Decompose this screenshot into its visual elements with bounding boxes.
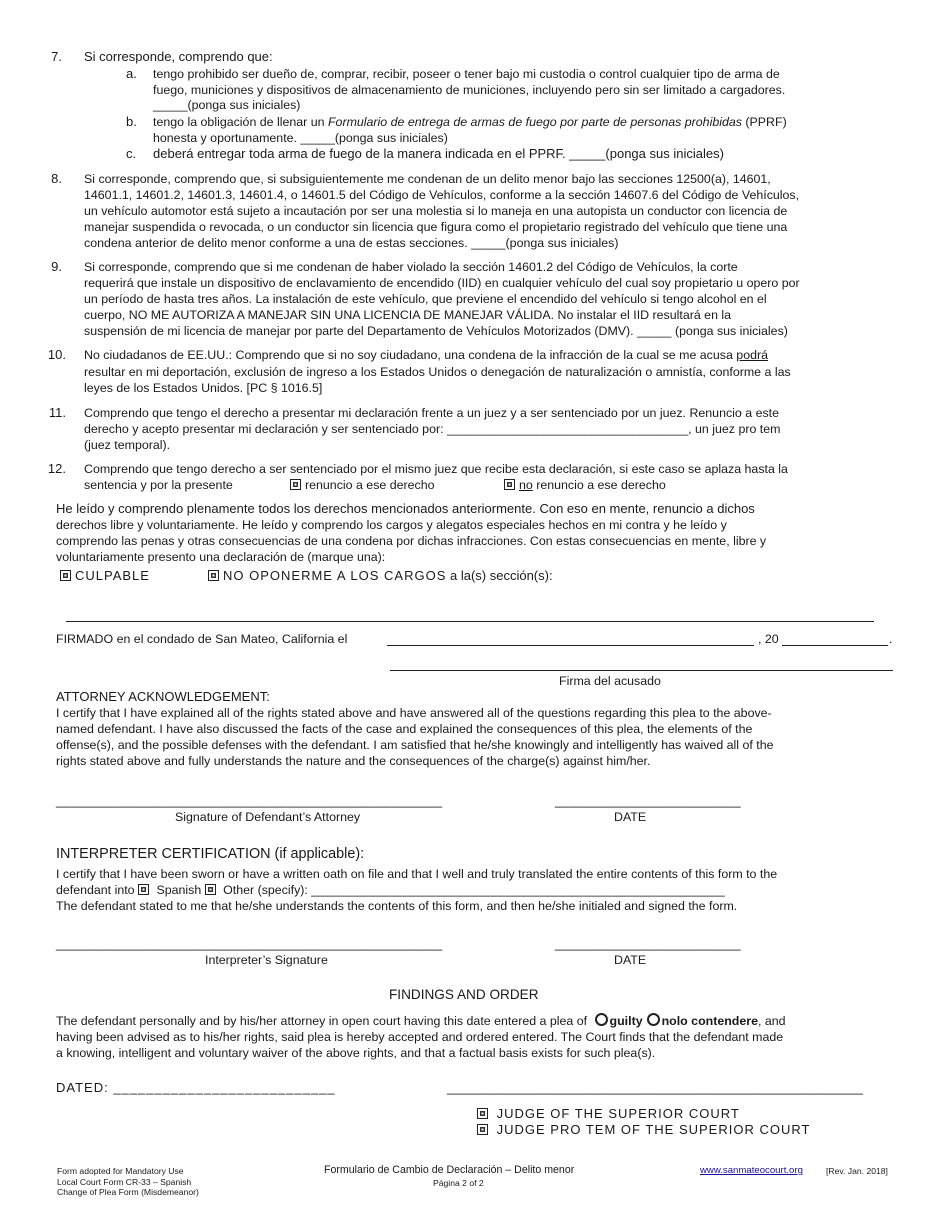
interpreter-line2: defendant into Spanish Other (specify): ____________________________________________________________ [56,883,725,897]
item-7b-letter: b. [126,114,137,129]
judge-pro-tem-option[interactable]: JUDGE PRO TEM OF THE SUPERIOR COURT [477,1122,810,1138]
footer-form-number: Local Court Form CR-33 – Spanish [57,1176,192,1187]
interpreter-line3: The defendant stated to me that he/she understands the contents of this form, and then he/she initialed and signed the form. [56,899,738,913]
attorney-line1: I certify that I have explained all of the rights stated above and have answered all of the questions regarding this plea to the above- [56,706,772,720]
no-contest-checkbox[interactable] [208,570,219,581]
item-9-line5[interactable]: suspensión de mi licencia de manejar por parte del Departamento de Vehículos Motorizados (DMV). _____ (ponga sus iniciales) [84,324,788,338]
findings-line3: a knowing, intelligent and voluntary waiver of the above rights, and that a factual basis exists for such plea(s). [56,1046,656,1060]
item-12-number: 12. [47,461,66,476]
guilty-checkbox[interactable] [60,570,71,581]
attorney-heading: ATTORNEY ACKNOWLEDGEMENT: [56,689,270,704]
sections-entry-line[interactable] [66,621,874,622]
item-8-line4: manejar suspendida o revocada, o un conductor sin licencia que figura como el propietario registrado del vehículo que tiene una [84,220,788,234]
item-7c-line[interactable]: deberá entregar toda arma de fuego de la manera indicada en el PPRF. _____(ponga sus iniciales) [153,146,724,161]
item-7a-line1: tengo prohibido ser dueño de, comprar, recibir, poseer o tener bajo mi custodia o control cualquier tipo de arma de [153,67,780,81]
item-9-number: 9. [51,259,62,274]
item-11-line2[interactable]: derecho y acepto presentar mi declaración y ser sentenciado por: ___________________________________, un juez pro tem [84,422,781,436]
findings-heading: FINDINGS AND ORDER [389,987,539,1002]
item-8-line2: 14601.1, 14601.2, 14601.3, 14601.4, o 14601.5 del Código de Vehículos, conforme a la sección 14607.6 del Código de Vehículos, [84,188,800,202]
item-10-number: 10. [47,347,66,362]
signed-date-line[interactable] [387,645,754,646]
item-9-line1: Si corresponde, comprendo que si me condenan de haber violado la sección 14601.2 del Código de Vehículos, la corte [84,260,738,274]
judge-signature-line[interactable]: ________________________________________________________ [447,1080,864,1095]
signed-period: . [889,632,893,646]
footer-url-link[interactable]: www.sanmateocourt.org [700,1165,803,1176]
item-7-intro: Si corresponde, comprendo que: [84,49,273,64]
footer-title: Formulario de Cambio de Declaración – Delito menor [324,1164,575,1176]
item-10-line1: No ciudadanos de EE.UU.: Comprendo que si no soy ciudadano, una condena de la infracción de la cual se me acusa podrá [84,348,768,362]
attorney-date-caption: DATE [614,810,647,824]
item-9-line2: requerirá que instale un dispositivo de enclavamiento de encendido (IID) en cualquier vehículo del cual soy propietario u opero por [84,276,800,290]
item-7b-line2[interactable]: honesta y oportunamente. _____(ponga sus iniciales) [153,131,448,145]
not-waive-right-checkbox-option[interactable]: no renuncio a ese derecho [504,477,666,493]
defendant-signature-line[interactable] [390,670,893,671]
interpreter-date-caption: DATE [614,953,647,967]
attorney-date-line[interactable]: _________________________ [555,793,741,808]
footer-revision: [Rev. Jan. 2018] [826,1166,888,1176]
item-7a-initials[interactable]: _____(ponga sus iniciales) [153,98,301,112]
item-10-line3: leyes de los Estados Unidos. [PC § 1016.5] [84,381,323,395]
dated-field[interactable]: DATED: ___________________________ [56,1080,336,1095]
judge-pro-tem-checkbox[interactable] [477,1124,488,1135]
item-7c-letter: c. [126,146,137,161]
interpreter-heading: INTERPRETER CERTIFICATION (if applicable): [56,846,365,862]
interpreter-signature-line[interactable]: ____________________________________________________ [56,936,443,951]
declaration-line3: comprendo las penas y otras consecuencias de una condena por dichas infracciones. Con estas consecuencias en mente, libre y [56,534,767,548]
signed-year-line[interactable] [782,645,888,646]
judge-superior-option[interactable]: JUDGE OF THE SUPERIOR COURT [477,1106,740,1122]
item-12-line1: Comprendo que tengo derecho a ser sentenciado por el mismo juez que recibe esta declaración, si este caso se aplaza hasta la [84,462,788,476]
item-8-line5[interactable]: condena anterior de delito menor conforme a una de estas secciones. _____(ponga sus iniciales) [84,236,619,250]
guilty-plea-option[interactable]: CULPABLE [60,568,150,584]
footer-form-name: Change of Plea Form (Misdemeanor) [57,1187,199,1197]
item-7-number: 7. [51,49,62,64]
interpreter-signature-caption: Interpreter’s Signature [205,953,328,967]
item-7b-line1: tengo la obligación de llenar un Formulario de entrega de armas de fuego por parte de personas prohibidas (PPRF) [153,115,787,129]
item-11-line3: (juez temporal). [84,438,171,452]
item-7a-line2: fuego, municiones y dispositivos de almacenamiento de municiones, incluyendo pero sin ser limitado a cargadores. [153,83,786,97]
no-contest-plea-option[interactable]: NO OPONERME A LOS CARGOS a la(s) sección(s): [208,568,553,584]
not-waive-right-checkbox[interactable] [504,479,515,490]
judge-superior-checkbox[interactable] [477,1108,488,1119]
item-8-line1: Si corresponde, comprendo que, si subsiguientemente me condenan de un delito menor bajo las secciones 12500(a), 14601, [84,172,771,186]
attorney-line3: offense(s), and the possible defenses with the defendant. I am satisfied that he/she knowingly and intelligently has waived all of the [56,738,774,752]
footer-page-number: Página 2 of 2 [433,1178,484,1188]
item-8-line3: un vehículo automotor está sujeto a incautación por ser una molestia si lo maneja en una autopista un conductor con licencia de [84,204,788,218]
guilty-radio[interactable] [595,1013,608,1026]
declaration-line4: voluntariamente presento una declaración de (marque una): [56,550,386,564]
item-8-number: 8. [51,171,62,186]
signed-county-text: FIRMADO en el condado de San Mateo, California el [56,632,348,646]
item-9-line3: un período de hasta tres años. La instalación de este vehículo, que previene el encendido del vehículo si tengo alcohol en el [84,292,767,306]
item-10-line2: resultar en mi deportación, exclusión de ingreso a los Estados Unidos o denegación de naturalización o amnistía, conforme a las [84,365,791,379]
attorney-signature-caption: Signature of Defendant’s Attorney [175,810,361,824]
item-9-line4: cuerpo, NO ME AUTORIZA A MANEJAR SIN UNA LICENCIA DE MANEJAR VÁLIDA. No instalar el IID resultará en la [84,308,732,322]
declaration-line2: derechos libre y voluntariamente. He leído y comprendo los cargos y alegatos especiales hechos en mi contra y he leído y [56,518,727,532]
footer-left [57,1166,199,1198]
waive-right-checkbox[interactable] [290,479,301,490]
defendant-signature-caption: Firma del acusado [559,674,661,688]
item-11-line1: Comprendo que tengo el derecho a presentar mi declaración frente a un juez y a ser sentenciado por un juez. Renuncio a este [84,406,779,420]
attorney-signature-line[interactable]: ____________________________________________________ [56,793,443,808]
waive-right-checkbox-option[interactable]: renuncio a ese derecho [290,477,435,493]
footer-form-adopted: Form adopted for Mandatory Use [57,1166,184,1176]
declaration-line1: He leído y comprendo plenamente todos los derechos mencionados anteriormente. Con eso en mente, renuncio a dichos [56,501,755,516]
item-11-number: 11. [48,405,66,420]
interpreter-date-line[interactable]: _________________________ [555,936,741,951]
findings-line1: The defendant personally and by his/her attorney in open court having this date entered a plea of guilty nolo contendere, and [56,1014,786,1028]
interpreter-line1: I certify that I have been sworn or have a written oath on file and that I well and truly translated the entire contents of this form to the [56,867,778,881]
signed-year-prefix: , 20 [758,632,779,646]
nolo-contendere-radio[interactable] [647,1013,660,1026]
spanish-checkbox[interactable] [138,884,149,895]
item-12-line2: sentencia y por la presente [84,478,233,492]
other-language-checkbox[interactable] [205,884,216,895]
item-7a-letter: a. [126,66,137,81]
attorney-line2: named defendant. I have also discussed the facts of the case and explained the consequences of this plea, the elements of the [56,722,753,736]
attorney-line4: rights stated above and fully understands the nature and the consequences of the charge(s) against him/her. [56,754,651,768]
findings-line2: having been advised as to his/her rights, said plea is hereby accepted and ordered entered. The Court finds that the defendant made [56,1030,784,1044]
